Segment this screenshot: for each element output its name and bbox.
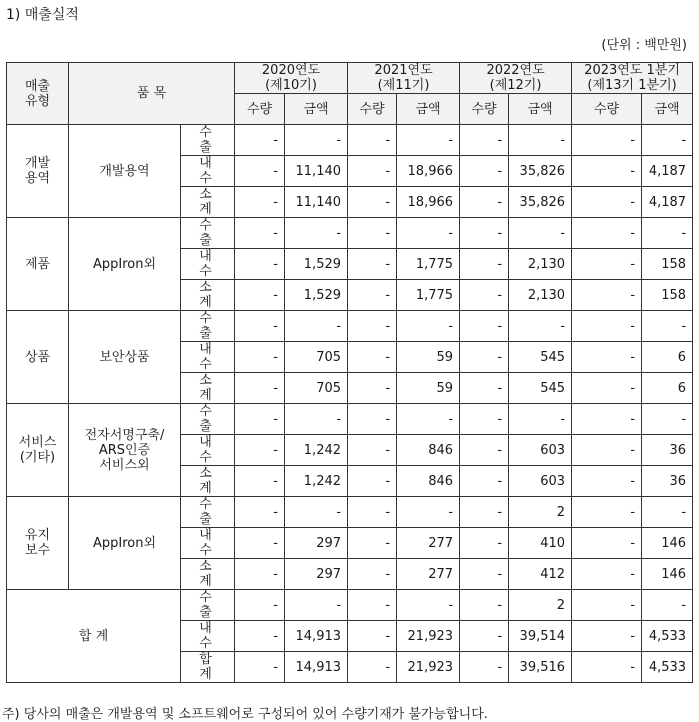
amount-cell: -	[285, 404, 348, 435]
footnote: 주) 당사의 매출은 개발용역 및 소프트웨어로 구성되어 있어 수량기재가 불가능합니다.	[2, 707, 488, 722]
quantity-cell: -	[460, 187, 509, 218]
header-amt: 금액	[509, 94, 572, 125]
amount-cell: -	[397, 218, 460, 249]
section-title: 1) 매출실적	[6, 7, 79, 23]
amount-cell: -	[397, 404, 460, 435]
sub-category-cell: 내 수	[181, 342, 235, 373]
quantity-cell: -	[348, 156, 397, 187]
amount-cell: 2,130	[509, 249, 572, 280]
quantity-cell: -	[572, 373, 642, 404]
quantity-cell: -	[235, 156, 285, 187]
header-qty: 수량	[460, 94, 509, 125]
quantity-cell: -	[572, 249, 642, 280]
item-name-cell: 개발용역	[69, 125, 181, 218]
amount-cell: -	[509, 218, 572, 249]
sub-category-cell: 소 계	[181, 466, 235, 497]
quantity-cell: -	[460, 652, 509, 683]
sub-category-cell: 수 출	[181, 311, 235, 342]
sub-category-cell: 소 계	[181, 280, 235, 311]
amount-cell: 2,130	[509, 280, 572, 311]
amount-cell: 14,913	[285, 652, 348, 683]
amount-cell: -	[642, 404, 693, 435]
quantity-cell: -	[460, 590, 509, 621]
sales-type-cell: 제품	[7, 218, 69, 311]
period-label: (제11기)	[377, 78, 430, 93]
sales-type-cell: 유지 보수	[7, 497, 69, 590]
quantity-cell: -	[235, 435, 285, 466]
amount-cell: 2	[509, 497, 572, 528]
quantity-cell: -	[348, 187, 397, 218]
amount-cell: 705	[285, 373, 348, 404]
quantity-cell: -	[348, 342, 397, 373]
quantity-cell: -	[460, 125, 509, 156]
quantity-cell: -	[460, 249, 509, 280]
year-label: 2020연도	[261, 63, 321, 78]
sub-category-cell: 수 출	[181, 218, 235, 249]
amount-cell: 603	[509, 466, 572, 497]
quantity-cell: -	[348, 373, 397, 404]
amount-cell: 545	[509, 373, 572, 404]
sales-table	[6, 62, 693, 683]
amount-cell: 146	[642, 559, 693, 590]
amount-cell: 18,966	[397, 187, 460, 218]
amount-cell: -	[397, 311, 460, 342]
amount-cell: 39,514	[509, 621, 572, 652]
quantity-cell: -	[348, 466, 397, 497]
sub-category-cell: 소 계	[181, 373, 235, 404]
year-label: 2021연도	[374, 63, 433, 78]
amount-cell: 146	[642, 528, 693, 559]
quantity-cell: -	[572, 311, 642, 342]
quantity-cell: -	[348, 590, 397, 621]
header-amt: 금액	[642, 94, 693, 125]
year-label: 2023연도 1분기	[584, 63, 680, 78]
header-year-2020	[235, 63, 348, 94]
quantity-cell: -	[460, 404, 509, 435]
table-body	[7, 125, 693, 683]
quantity-cell: -	[460, 218, 509, 249]
table-row	[7, 125, 693, 156]
quantity-cell: -	[348, 125, 397, 156]
amount-cell: 4,187	[642, 187, 693, 218]
quantity-cell: -	[348, 311, 397, 342]
sub-category-cell: 내 수	[181, 621, 235, 652]
amount-cell: -	[285, 218, 348, 249]
amount-cell: 1,529	[285, 249, 348, 280]
quantity-cell: -	[235, 311, 285, 342]
amount-cell: 158	[642, 249, 693, 280]
amount-cell: 11,140	[285, 156, 348, 187]
amount-cell: 158	[642, 280, 693, 311]
quantity-cell: -	[235, 621, 285, 652]
amount-cell: 6	[642, 373, 693, 404]
quantity-cell: -	[235, 404, 285, 435]
quantity-cell: -	[235, 249, 285, 280]
amount-cell: 846	[397, 435, 460, 466]
amount-cell: -	[285, 311, 348, 342]
quantity-cell: -	[572, 125, 642, 156]
amount-cell: 1,529	[285, 280, 348, 311]
amount-cell: -	[642, 125, 693, 156]
sub-category-cell: 소 계	[181, 187, 235, 218]
quantity-cell: -	[572, 187, 642, 218]
item-name-cell: 전자서명구축/ ARS인증 서비스외	[69, 404, 181, 497]
quantity-cell: -	[348, 249, 397, 280]
header-qty: 수량	[235, 94, 285, 125]
total-label-cell: 합 계	[7, 590, 181, 683]
quantity-cell: -	[460, 559, 509, 590]
quantity-cell: -	[460, 528, 509, 559]
quantity-cell: -	[572, 652, 642, 683]
quantity-cell: -	[235, 187, 285, 218]
quantity-cell: -	[235, 590, 285, 621]
amount-cell: 59	[397, 373, 460, 404]
amount-cell: 14,913	[285, 621, 348, 652]
amount-cell: -	[397, 590, 460, 621]
quantity-cell: -	[572, 466, 642, 497]
quantity-cell: -	[572, 404, 642, 435]
sub-category-cell: 소 계	[181, 559, 235, 590]
quantity-cell: -	[460, 311, 509, 342]
amount-cell: 603	[509, 435, 572, 466]
quantity-cell: -	[348, 621, 397, 652]
period-label: (제12기)	[489, 78, 542, 93]
quantity-cell: -	[348, 497, 397, 528]
sales-type-cell: 서비스 (기타)	[7, 404, 69, 497]
quantity-cell: -	[348, 218, 397, 249]
amount-cell: 545	[509, 342, 572, 373]
header-amt: 금액	[397, 94, 460, 125]
item-name-cell: 보안상품	[69, 311, 181, 404]
sub-category-cell: 내 수	[181, 156, 235, 187]
amount-cell: 2	[509, 590, 572, 621]
amount-cell: 297	[285, 528, 348, 559]
quantity-cell: -	[235, 373, 285, 404]
quantity-cell: -	[348, 559, 397, 590]
amount-cell: -	[642, 497, 693, 528]
sales-type-cell: 상품	[7, 311, 69, 404]
period-label: (제13기 1분기)	[587, 78, 677, 93]
header-year-2021	[348, 63, 460, 94]
amount-cell: 59	[397, 342, 460, 373]
amount-cell: 39,516	[509, 652, 572, 683]
amount-cell: 1,775	[397, 280, 460, 311]
quantity-cell: -	[235, 528, 285, 559]
amount-cell: -	[509, 404, 572, 435]
header-type: 매출 유형	[7, 63, 69, 125]
quantity-cell: -	[235, 497, 285, 528]
header-qty: 수량	[572, 94, 642, 125]
quantity-cell: -	[572, 559, 642, 590]
amount-cell: 1,242	[285, 435, 348, 466]
quantity-cell: -	[572, 621, 642, 652]
header-item: 품 목	[69, 63, 235, 125]
amount-cell: -	[397, 497, 460, 528]
table-row	[7, 404, 693, 435]
quantity-cell: -	[572, 280, 642, 311]
sub-category-cell: 수 출	[181, 404, 235, 435]
quantity-cell: -	[460, 342, 509, 373]
quantity-cell: -	[348, 435, 397, 466]
amount-cell: 410	[509, 528, 572, 559]
quantity-cell: -	[572, 497, 642, 528]
amount-cell: 4,533	[642, 652, 693, 683]
quantity-cell: -	[348, 404, 397, 435]
quantity-cell: -	[348, 280, 397, 311]
quantity-cell: -	[348, 528, 397, 559]
quantity-cell: -	[235, 342, 285, 373]
table-row	[7, 311, 693, 342]
quantity-cell: -	[572, 435, 642, 466]
quantity-cell: -	[235, 466, 285, 497]
quantity-cell: -	[460, 373, 509, 404]
quantity-cell: -	[572, 590, 642, 621]
amount-cell: -	[642, 590, 693, 621]
amount-cell: -	[642, 311, 693, 342]
quantity-cell: -	[572, 342, 642, 373]
quantity-cell: -	[460, 280, 509, 311]
quantity-cell: -	[235, 125, 285, 156]
period-label: (제10기)	[265, 78, 317, 93]
sub-category-cell: 내 수	[181, 249, 235, 280]
header-amt: 금액	[285, 94, 348, 125]
amount-cell: -	[285, 497, 348, 528]
amount-cell: 846	[397, 466, 460, 497]
amount-cell: 21,923	[397, 652, 460, 683]
sub-category-cell: 수 출	[181, 590, 235, 621]
quantity-cell: -	[572, 156, 642, 187]
year-label: 2022연도	[486, 63, 545, 78]
amount-cell: 6	[642, 342, 693, 373]
amount-cell: 297	[285, 559, 348, 590]
amount-cell: 277	[397, 528, 460, 559]
amount-cell: -	[397, 125, 460, 156]
table-header	[7, 63, 693, 125]
quantity-cell: -	[460, 497, 509, 528]
quantity-cell: -	[460, 156, 509, 187]
unit-label: (단위 : 백만원)	[601, 38, 687, 53]
sub-category-cell: 내 수	[181, 435, 235, 466]
table-row	[7, 497, 693, 528]
item-name-cell: AppIron외	[69, 497, 181, 590]
amount-cell: 1,775	[397, 249, 460, 280]
amount-cell: 4,533	[642, 621, 693, 652]
quantity-cell: -	[235, 652, 285, 683]
sub-category-cell: 수 출	[181, 125, 235, 156]
sales-type-cell: 개발 용역	[7, 125, 69, 218]
amount-cell: 1,242	[285, 466, 348, 497]
amount-cell: 35,826	[509, 187, 572, 218]
header-qty: 수량	[348, 94, 397, 125]
quantity-cell: -	[572, 528, 642, 559]
sub-category-cell: 합 계	[181, 652, 235, 683]
amount-cell: 21,923	[397, 621, 460, 652]
quantity-cell: -	[235, 559, 285, 590]
amount-cell: 36	[642, 435, 693, 466]
amount-cell: 277	[397, 559, 460, 590]
amount-cell: 36	[642, 466, 693, 497]
amount-cell: -	[509, 125, 572, 156]
quantity-cell: -	[572, 218, 642, 249]
sub-category-cell: 내 수	[181, 528, 235, 559]
table-row	[7, 218, 693, 249]
amount-cell: 35,826	[509, 156, 572, 187]
quantity-cell: -	[235, 218, 285, 249]
amount-cell: -	[642, 218, 693, 249]
total-row	[7, 590, 693, 621]
quantity-cell: -	[348, 652, 397, 683]
amount-cell: 11,140	[285, 187, 348, 218]
item-name-cell: AppIron외	[69, 218, 181, 311]
quantity-cell: -	[460, 435, 509, 466]
header-year-2023q1	[572, 63, 693, 94]
amount-cell: -	[285, 590, 348, 621]
amount-cell: -	[285, 125, 348, 156]
amount-cell: 18,966	[397, 156, 460, 187]
amount-cell: -	[509, 311, 572, 342]
amount-cell: 705	[285, 342, 348, 373]
header-year-2022	[460, 63, 572, 94]
amount-cell: 412	[509, 559, 572, 590]
quantity-cell: -	[235, 280, 285, 311]
sub-category-cell: 수 출	[181, 497, 235, 528]
amount-cell: 4,187	[642, 156, 693, 187]
quantity-cell: -	[460, 621, 509, 652]
quantity-cell: -	[460, 466, 509, 497]
